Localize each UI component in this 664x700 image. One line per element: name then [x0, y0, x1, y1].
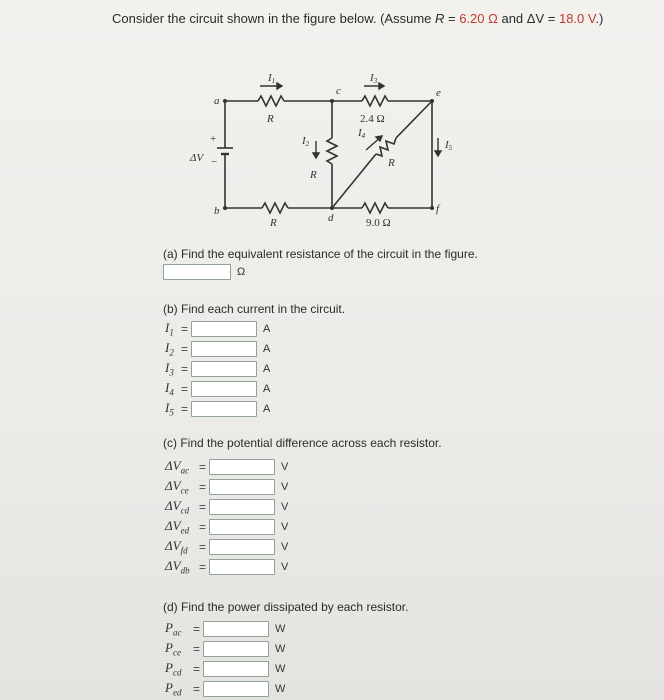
- potential-difference-input[interactable]: [209, 459, 275, 475]
- potential-difference-row: [165, 518, 288, 536]
- equals-sign: =: [181, 381, 189, 396]
- part-a-answer-row: [163, 264, 245, 280]
- power-symbol: P: [165, 680, 173, 695]
- power-row: [165, 680, 285, 698]
- label-r-bd: R: [270, 217, 277, 229]
- power-row: [165, 620, 285, 638]
- power-label: [165, 640, 190, 658]
- potential-difference-label: [165, 518, 196, 536]
- current-unit: A: [263, 382, 271, 395]
- current-subscript: 4: [169, 387, 174, 398]
- part-a-prompt: (a) Find the equivalent resistance of the circuit in the figure.: [163, 247, 478, 261]
- label-r-cd: R: [310, 169, 317, 181]
- current-input[interactable]: [191, 401, 257, 417]
- current-symbol: I: [165, 400, 170, 415]
- power-subscript: ed: [172, 687, 182, 698]
- equals-sign: =: [199, 539, 207, 554]
- label-i4: I4: [358, 127, 366, 140]
- current-symbol: I: [165, 360, 170, 375]
- current-subscript: 3: [169, 367, 174, 378]
- power-input[interactable]: [203, 681, 269, 697]
- label-2-4-ohm: 2.4 Ω: [360, 113, 385, 125]
- current-subscript: 5: [169, 407, 174, 418]
- question-prefix: Consider the circuit shown in the figure below. (Assume: [112, 11, 435, 26]
- potential-difference-row: [165, 458, 288, 476]
- label-i5: I5: [445, 139, 453, 152]
- power-symbol: P: [165, 660, 173, 675]
- potential-difference-unit: V: [281, 560, 289, 573]
- potential-difference-label: [165, 558, 196, 576]
- power-row: [165, 660, 285, 678]
- equals-sign: =: [199, 499, 207, 514]
- power-subscript: ac: [172, 627, 182, 638]
- label-r-diag: R: [388, 157, 395, 169]
- power-row: [165, 640, 285, 658]
- potential-difference-subscript: ed: [180, 525, 190, 536]
- potential-difference-unit: V: [281, 480, 289, 493]
- question-suffix: .): [595, 11, 604, 26]
- potential-difference-symbol: ΔV: [165, 538, 181, 553]
- power-label: [165, 620, 190, 638]
- label-delta-v: ΔV: [190, 152, 204, 164]
- power-input[interactable]: [203, 641, 269, 657]
- current-input[interactable]: [191, 341, 257, 357]
- potential-difference-row: [165, 498, 288, 516]
- potential-difference-unit: V: [281, 540, 289, 553]
- power-subscript: cd: [172, 667, 182, 678]
- current-unit: A: [263, 342, 271, 355]
- current-symbol: I: [165, 380, 170, 395]
- label-plus: +: [210, 133, 217, 145]
- equals-sign: =: [199, 519, 207, 534]
- current-row: [165, 380, 270, 398]
- current-row: [165, 400, 270, 418]
- power-input[interactable]: [203, 621, 269, 637]
- potential-difference-symbol: ΔV: [165, 558, 181, 573]
- equals-sign: =: [199, 559, 207, 574]
- potential-difference-input[interactable]: [209, 539, 275, 555]
- potential-difference-symbol: ΔV: [165, 478, 181, 493]
- potential-difference-unit: V: [281, 500, 289, 513]
- r-symbol: R: [435, 11, 445, 26]
- current-subscript: 1: [169, 327, 174, 338]
- potential-difference-label: [165, 538, 196, 556]
- part-d-prompt: (d) Find the power dissipated by each resistor.: [163, 600, 409, 614]
- current-label: [165, 320, 178, 338]
- equals-sign: =: [193, 621, 201, 636]
- current-unit: A: [263, 322, 271, 335]
- potential-difference-unit: V: [281, 460, 289, 473]
- current-symbol: I: [165, 320, 170, 335]
- equals-sign: =: [199, 459, 207, 474]
- power-subscript: ce: [172, 647, 181, 658]
- label-i1: I1: [268, 72, 276, 85]
- potential-difference-input[interactable]: [209, 559, 275, 575]
- current-row: [165, 320, 270, 338]
- equals-sign: =: [199, 479, 207, 494]
- potential-difference-subscript: fd: [180, 545, 188, 556]
- label-r-ac: R: [267, 113, 274, 125]
- potential-difference-row: [165, 538, 288, 556]
- equals-sign: =: [193, 681, 201, 696]
- circuit-diagram: [170, 66, 470, 236]
- part-c-prompt: (c) Find the potential difference across each resistor.: [163, 436, 442, 450]
- ohm-unit: Ω: [237, 266, 246, 278]
- potential-difference-unit: V: [281, 520, 289, 533]
- current-subscript: 2: [169, 347, 174, 358]
- node-e: e: [436, 87, 441, 99]
- potential-difference-row: [165, 478, 288, 496]
- power-symbol: P: [165, 640, 173, 655]
- power-unit: W: [275, 622, 286, 635]
- equals-sign: =: [193, 661, 201, 676]
- node-b: b: [214, 205, 220, 217]
- dv-symbol: ΔV: [526, 11, 545, 26]
- potential-difference-label: [165, 498, 196, 516]
- power-unit: W: [275, 682, 286, 695]
- label-minus: −: [211, 156, 218, 168]
- equals-sign: =: [193, 641, 201, 656]
- potential-difference-symbol: ΔV: [165, 458, 181, 473]
- power-unit: W: [275, 642, 286, 655]
- question-text: Consider the circuit shown in the figure below. (Assume R = 6.20 Ω and ΔV = 18.0 V.): [112, 11, 604, 26]
- power-unit: W: [275, 662, 286, 675]
- potential-difference-symbol: ΔV: [165, 498, 181, 513]
- current-label: [165, 340, 178, 358]
- power-label: [165, 680, 190, 698]
- current-row: [165, 340, 270, 358]
- equals-sign: =: [181, 361, 189, 376]
- current-row: [165, 360, 270, 378]
- current-input[interactable]: [191, 381, 257, 397]
- potential-difference-input[interactable]: [209, 519, 275, 535]
- current-unit: A: [263, 362, 271, 375]
- node-d: d: [328, 212, 334, 224]
- current-input[interactable]: [191, 321, 257, 337]
- part-b-prompt: (b) Find each current in the circuit.: [163, 302, 346, 316]
- potential-difference-input[interactable]: [209, 499, 275, 515]
- current-label: [165, 380, 178, 398]
- potential-difference-input[interactable]: [209, 479, 275, 495]
- power-symbol: P: [165, 620, 173, 635]
- equivalent-resistance-input[interactable]: [163, 264, 231, 280]
- node-a: a: [214, 95, 220, 107]
- potential-difference-subscript: ac: [180, 465, 190, 476]
- potential-difference-subscript: cd: [180, 505, 190, 516]
- label-9-0-ohm: 9.0 Ω: [366, 217, 391, 229]
- potential-difference-symbol: ΔV: [165, 518, 181, 533]
- node-c: c: [336, 85, 341, 97]
- current-label: [165, 360, 178, 378]
- power-label: [165, 660, 190, 678]
- current-input[interactable]: [191, 361, 257, 377]
- potential-difference-subscript: db: [180, 565, 190, 576]
- equals-sign: =: [181, 341, 189, 356]
- equals-sign: =: [181, 321, 189, 336]
- dv-value: 18.0 V: [558, 11, 596, 26]
- current-label: [165, 400, 178, 418]
- potential-difference-label: [165, 458, 196, 476]
- power-input[interactable]: [203, 661, 269, 677]
- r-value: 6.20 Ω: [459, 11, 498, 26]
- label-i2: I2: [302, 135, 310, 148]
- potential-difference-label: [165, 478, 196, 496]
- equals-sign: =: [181, 401, 189, 416]
- label-i3: I3: [370, 72, 378, 85]
- current-symbol: I: [165, 340, 170, 355]
- node-f: f: [436, 203, 440, 215]
- current-unit: A: [263, 402, 271, 415]
- potential-difference-row: [165, 558, 288, 576]
- potential-difference-subscript: ce: [180, 485, 189, 496]
- and-text: and: [497, 11, 527, 26]
